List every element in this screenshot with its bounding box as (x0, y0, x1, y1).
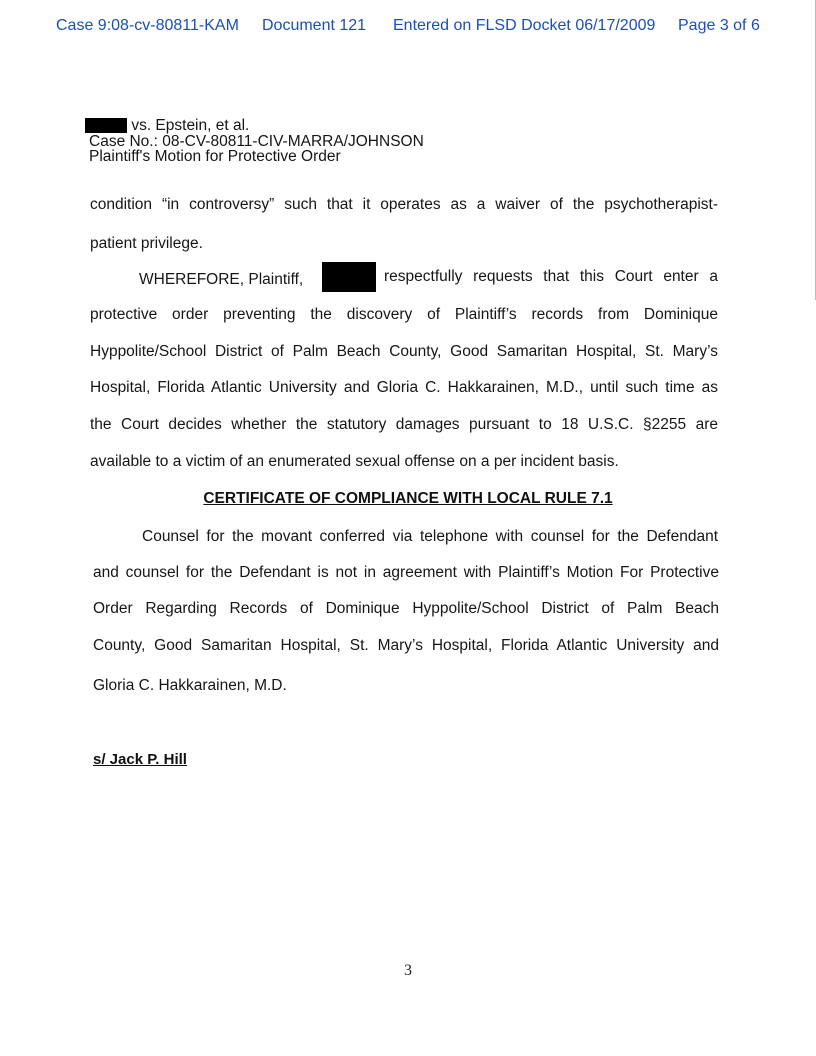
paragraph-line: condition “in controversy” such that it operates as a waiver of the psychotherapist- (90, 196, 718, 213)
docket-document-number: Document 121 (262, 17, 367, 34)
paragraph-line-end: respectfully requests that this Court enter a (384, 268, 718, 285)
paragraph-line: Counsel for the movant conferred via telephone with counsel for the Defendant (142, 528, 718, 545)
signature: s/ Jack P. Hill (93, 751, 187, 768)
docket-entered-date: Entered on FLSD Docket 06/17/2009 (393, 17, 656, 34)
docket-header (0, 17, 816, 39)
paragraph-line: Order Regarding Records of Dominique Hyppolite/School District of Palm Beach (93, 600, 719, 617)
paragraph-line: Hyppolite/School District of Palm Beach County, Good Samaritan Hospital, St. Mary’s (90, 343, 718, 360)
page-number: 3 (404, 962, 412, 979)
case-caption (89, 118, 424, 165)
redaction-box (85, 118, 127, 133)
caption-parties: vs. Epstein, et al. (131, 117, 250, 134)
section-heading: CERTIFICATE OF COMPLIANCE WITH LOCAL RULE 7.1 (203, 490, 613, 507)
paragraph-line: available to a victim of an enumerated sexual offense on a per incident basis. (90, 453, 619, 470)
paragraph-line: and counsel for the Defendant is not in agreement with Plaintiff’s Motion For Protective (93, 564, 719, 581)
docket-page-count: Page 3 of 6 (678, 17, 760, 34)
caption-case-number: Case No.: 08-CV-80811-CIV-MARRA/JOHNSON (89, 132, 424, 150)
paragraph-line: protective order preventing the discovery of Plaintiff’s records from Dominique (90, 306, 718, 323)
caption-motion-title: Plaintiff's Motion for Protective Order (89, 148, 341, 165)
paragraph-line: the Court decides whether the statutory damages pursuant to 18 U.S.C. §2255 are (90, 416, 718, 433)
paragraph-line: patient privilege. (90, 235, 203, 252)
paragraph-line: County, Good Samaritan Hospital, St. Mary’s Hospital, Florida Atlantic University and (93, 637, 719, 654)
paragraph-line: Gloria C. Hakkarainen, M.D. (93, 677, 287, 694)
docket-case-number: Case 9:08-cv-80811-KAM (56, 17, 239, 34)
paragraph-line-start: WHEREFORE, Plaintiff, (139, 271, 304, 288)
redaction-box (322, 262, 376, 292)
paragraph-line: Hospital, Florida Atlantic University and Gloria C. Hakkarainen, M.D., until such time as (90, 379, 718, 396)
